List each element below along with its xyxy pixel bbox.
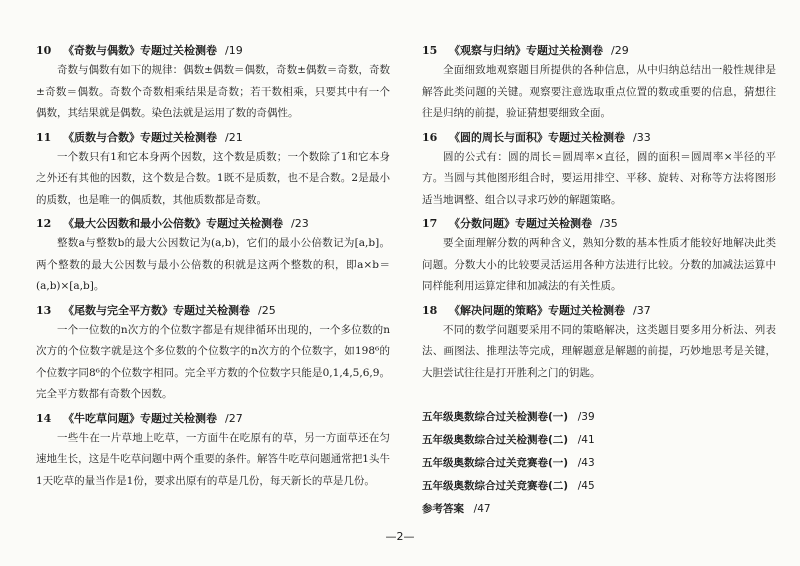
toc-entry: [36, 42, 390, 125]
entry-number: 10: [36, 44, 52, 57]
toc-entry: [36, 129, 390, 212]
entry-title: 《奇数与偶数》专题过关检测卷: [63, 44, 217, 57]
entry-heading[interactable]: [36, 410, 390, 428]
entry-number: 14: [36, 411, 52, 425]
entry-page: /19: [225, 44, 243, 57]
toc-entry: [422, 42, 776, 125]
entry-heading[interactable]: [36, 302, 390, 320]
left-column: [36, 42, 390, 496]
entry-page: /27: [225, 411, 243, 425]
entry-title: 《最大公因数和最小公倍数》专题过关检测卷: [63, 217, 283, 230]
summary-page: /43: [577, 457, 595, 469]
summary-item[interactable]: [422, 498, 776, 521]
summary-title: 五年级奥数综合过关竞赛卷(一): [422, 457, 569, 469]
entry-summary: 圆的公式有：圆的周长＝圆周率×直径，圆的面积＝圆周率×半径的平方。当圆与其他图形组合时，要运用排空、平移、旋转、对称等方法将图形适当地调整、组合以寻求巧妙的解题策略。: [422, 150, 776, 206]
entry-title: 《观察与归纳》专题过关检测卷: [449, 44, 603, 57]
entry-summary: 一个一位数的n次方的个位数字都是有规律循环出现的，一个多位数的n次方的个位数字就是这个多位数的个位数字的n次方的个位数字，如198⁶的个位数字同8⁶的个位数字相同。完全平方数的个位数字只能是0,1,4,5,6,9。完全平方数都有奇数个因数。: [36, 323, 390, 400]
entry-summary: 不同的数学问题要采用不同的策略解决，这类题目要多用分析法、列表法、画图法、推理法等完成，理解题意是解题的前提，巧妙地思考是关键，大胆尝试往往是打开胜利之门的钥匙。: [422, 323, 776, 379]
entry-page: /23: [291, 217, 309, 230]
page-number: —2—: [385, 530, 415, 543]
summary-page: /45: [577, 480, 595, 492]
entry-number: 13: [36, 303, 52, 317]
entry-number: 12: [36, 217, 52, 230]
entry-summary: 一些牛在一片草地上吃草，一方面牛在吃原有的草，另一方面草还在匀速地生长，这是牛吃草问题中两个重要的条件。解答牛吃草问题通常把1头牛1天吃草的量当作是1份，要求出原有的草是几份，每天新长的草是几份。: [36, 431, 390, 487]
entry-title: 《分数问题》专题过关检测卷: [449, 217, 592, 230]
toc-entry: [422, 302, 776, 385]
entry-page: /29: [611, 44, 629, 57]
entry-heading[interactable]: [422, 42, 776, 60]
entry-number: 15: [422, 44, 438, 57]
summary-page: /41: [577, 434, 595, 446]
right-column: [422, 42, 776, 521]
entry-title: 《尾数与完全平方数》专题过关检测卷: [63, 303, 250, 317]
entry-summary: 要全面理解分数的两种含义，熟知分数的基本性质才能较好地解决此类问题。分数大小的比较要灵活运用各种方法进行比较。分数的加减法运算中同样能利用运算定律和加减法的有关性质。: [422, 237, 776, 292]
entry-title: 《圆的周长与面积》专题过关检测卷: [449, 130, 625, 144]
entry-heading[interactable]: [36, 215, 390, 233]
entry-page: /25: [258, 303, 276, 317]
entry-summary: 奇数与偶数有如下的规律：偶数±偶数＝偶数，奇数±偶数＝奇数，奇数±奇数＝偶数。奇数个奇数相乘结果是奇数；若干数相乘，只要其中有一个偶数，其结果就是偶数。染色法就是运用了数的奇偶性。: [36, 64, 390, 119]
toc-entry: [422, 129, 776, 212]
entry-summary: 整数a与整数b的最大公因数记为(a,b)，它们的最小公倍数记为[a,b]。两个整数的最大公因数与最小公倍数的积就是这两个整数的积，即a×b＝(a,b)×[a,b]。: [36, 237, 390, 292]
summary-title: 五年级奥数综合过关竞赛卷(二): [422, 480, 569, 492]
summary-title: 参考答案: [422, 503, 464, 515]
entry-number: 18: [422, 303, 438, 317]
entry-number: 11: [36, 130, 52, 144]
toc-entry: [36, 215, 390, 298]
entry-summary: 全面细致地观察题目所提供的各种信息，从中归纳总结出一般性规律是解答此类问题的关键。观察要注意选取重点位置的数或重要的信息，猜想往往是归纳的前提，验证猜想要细致全面。: [422, 64, 776, 119]
entry-page: /35: [600, 217, 618, 230]
entry-number: 16: [422, 130, 438, 144]
toc-entry: [422, 215, 776, 298]
entry-number: 17: [422, 217, 438, 230]
toc-entry: [36, 302, 390, 406]
entry-heading[interactable]: [36, 129, 390, 147]
entry-page: /37: [633, 303, 651, 317]
entry-heading[interactable]: [422, 215, 776, 233]
entry-page: /21: [225, 130, 243, 144]
toc-entry: [36, 410, 390, 493]
entry-title: 《牛吃草问题》专题过关检测卷: [63, 411, 217, 425]
entry-heading[interactable]: [422, 302, 776, 320]
summary-page: /39: [577, 411, 595, 423]
entry-summary: 一个数只有1和它本身两个因数，这个数是质数；一个数除了1和它本身之外还有其他的因数，这个数是合数。1既不是质数，也不是合数。2是最小的质数，也是唯一的偶质数，其他质数都是奇数。: [36, 150, 390, 206]
entry-heading[interactable]: [36, 42, 390, 60]
entry-page: /33: [633, 130, 651, 144]
entry-title: 《解决问题的策略》专题过关检测卷: [449, 303, 625, 317]
summary-title: 五年级奥数综合过关检测卷(一): [422, 411, 569, 423]
summary-item[interactable]: [422, 429, 776, 452]
entry-title: 《质数与合数》专题过关检测卷: [63, 130, 217, 144]
summary-item[interactable]: [422, 475, 776, 498]
summary-item[interactable]: [422, 406, 776, 429]
summary-item[interactable]: [422, 452, 776, 475]
entry-heading[interactable]: [422, 129, 776, 147]
summary-title: 五年级奥数综合过关检测卷(二): [422, 434, 569, 446]
summary-page: /47: [473, 503, 491, 515]
